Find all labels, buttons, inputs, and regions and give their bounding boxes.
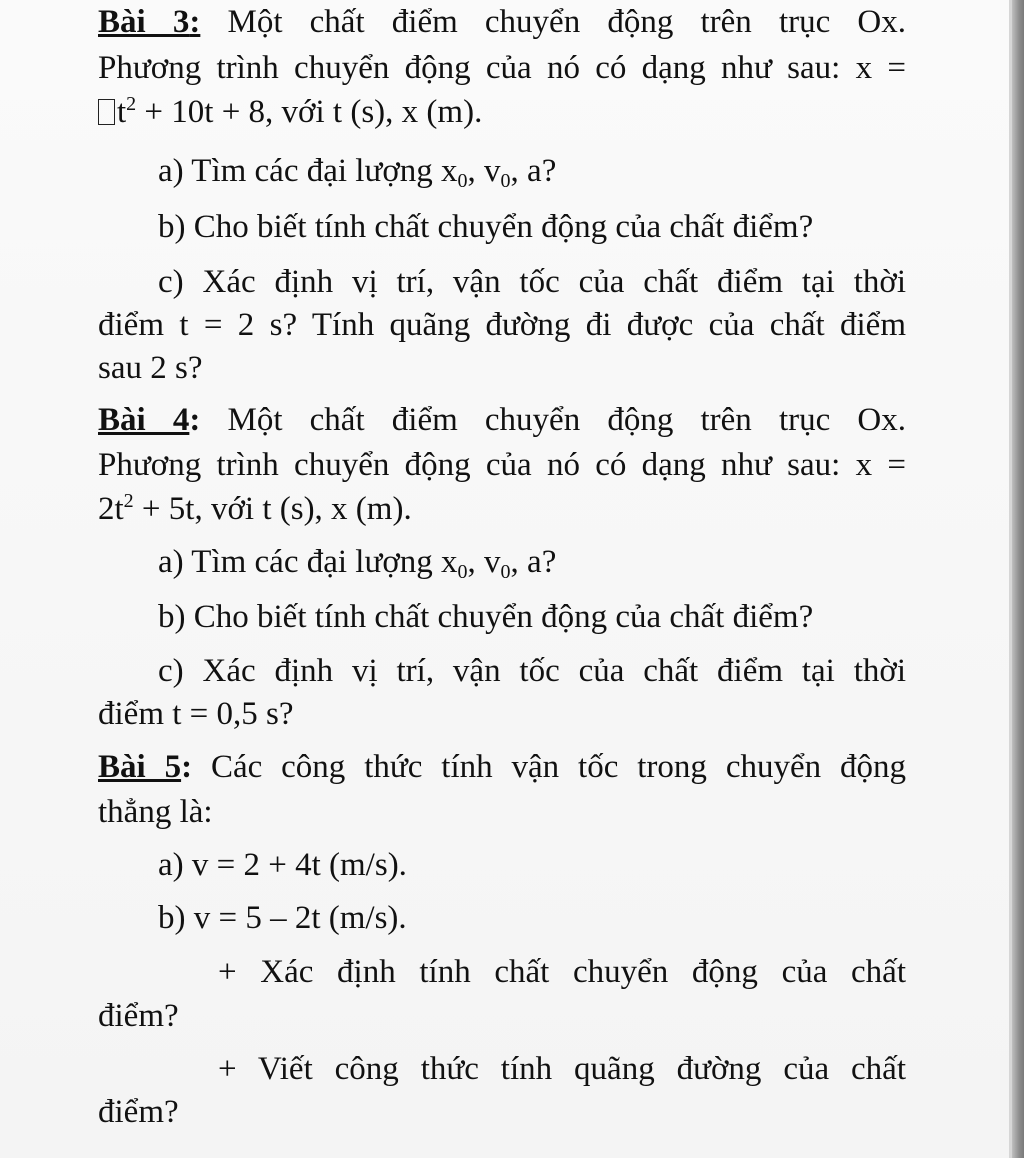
bai5-formula-b: b) v = 5 – 2t (m/s).	[158, 900, 407, 936]
bai5-title: Bài 5	[98, 749, 182, 785]
bai3-qa-sub-v: 0	[500, 170, 511, 192]
bai4-question-c-line2: điểm t = 0,5 s?	[98, 696, 294, 732]
bai5-statement-line2: thẳng là:	[98, 794, 213, 830]
bai4-question-a	[158, 542, 556, 582]
bai3-question-c-line3: sau 2 s?	[98, 350, 203, 386]
bai3-question-b: b) Cho biết tính chất chuyển động của chất điểm?	[158, 209, 814, 245]
bai3-statement: Một chất điểm chuyển động trên trục Ox.	[227, 4, 906, 40]
bai3-eq-exponent: 2	[126, 93, 137, 115]
bai4-heading-line	[98, 400, 906, 440]
bai3-question-c-line1: c) Xác định vị trí, vận tốc của chất điểm tại thời	[158, 264, 906, 300]
bai4-eq-var: 2t	[98, 491, 124, 527]
bai4-qa-mid: , v	[467, 544, 501, 580]
bai4-qa-sub-x: 0	[457, 561, 468, 583]
bai4-question-c-line1: c) Xác định vị trí, vận tốc của chất điểm tại thời	[158, 653, 906, 689]
bai3-question-a	[158, 151, 556, 191]
bai4-qa-text: a) Tìm các đại lượng x	[158, 544, 458, 580]
bai4-qa-end: , a?	[510, 544, 557, 580]
bai3-eq-rest: + 10t + 8, với t (s), x (m).	[144, 94, 483, 130]
bai4-question-b: b) Cho biết tính chất chuyển động của chất điểm?	[158, 599, 814, 635]
bai5-task1-line1: + Xác định tính chất chuyển động của chất	[218, 954, 906, 990]
bai3-title: Bài 3	[98, 4, 190, 40]
bai4-title: Bài 4	[98, 402, 190, 438]
bai5-colon: :	[181, 749, 193, 785]
bai3-eq-var: t	[117, 94, 127, 130]
bai3-heading-line	[98, 2, 906, 42]
bai3-qa-sub-x: 0	[457, 170, 468, 192]
bai4-eq-exponent: 2	[123, 490, 134, 512]
bai4-statement: Một chất điểm chuyển động trên trục Ox.	[227, 402, 906, 438]
bai5-statement: Các công thức tính vận tốc trong chuyển động	[210, 749, 906, 785]
bai3-qa-end: , a?	[510, 153, 557, 189]
bai3-colon: :	[189, 4, 201, 40]
bai4-colon: :	[189, 402, 201, 438]
bai4-qa-sub-v: 0	[500, 561, 511, 583]
bai5-heading-line	[98, 747, 906, 787]
bai3-equation-line	[98, 92, 482, 132]
bai5-task2-line1: + Viết công thức tính quãng đường của chất	[218, 1051, 906, 1087]
bai4-equation-intro: Phương trình chuyển động của nó có dạng như sau: x =	[98, 447, 906, 483]
bai5-task2-line2: điểm?	[98, 1094, 179, 1130]
bai3-equation-intro: Phương trình chuyển động của nó có dạng như sau: x =	[98, 50, 906, 86]
bai4-eq-rest: + 5t, với t (s), x (m).	[141, 491, 412, 527]
missing-glyph-icon	[98, 99, 115, 125]
bai5-formula-a: a) v = 2 + 4t (m/s).	[158, 847, 407, 883]
bai3-question-c-line2: điểm t = 2 s? Tính quãng đường đi được của chất điểm	[98, 307, 906, 343]
bai5-task1-line2: điểm?	[98, 998, 179, 1034]
bai3-qa-text: a) Tìm các đại lượng x	[158, 153, 458, 189]
bai3-qa-mid: , v	[467, 153, 501, 189]
bai4-equation-line	[98, 489, 412, 529]
page-edge-shadow	[1012, 0, 1024, 1158]
